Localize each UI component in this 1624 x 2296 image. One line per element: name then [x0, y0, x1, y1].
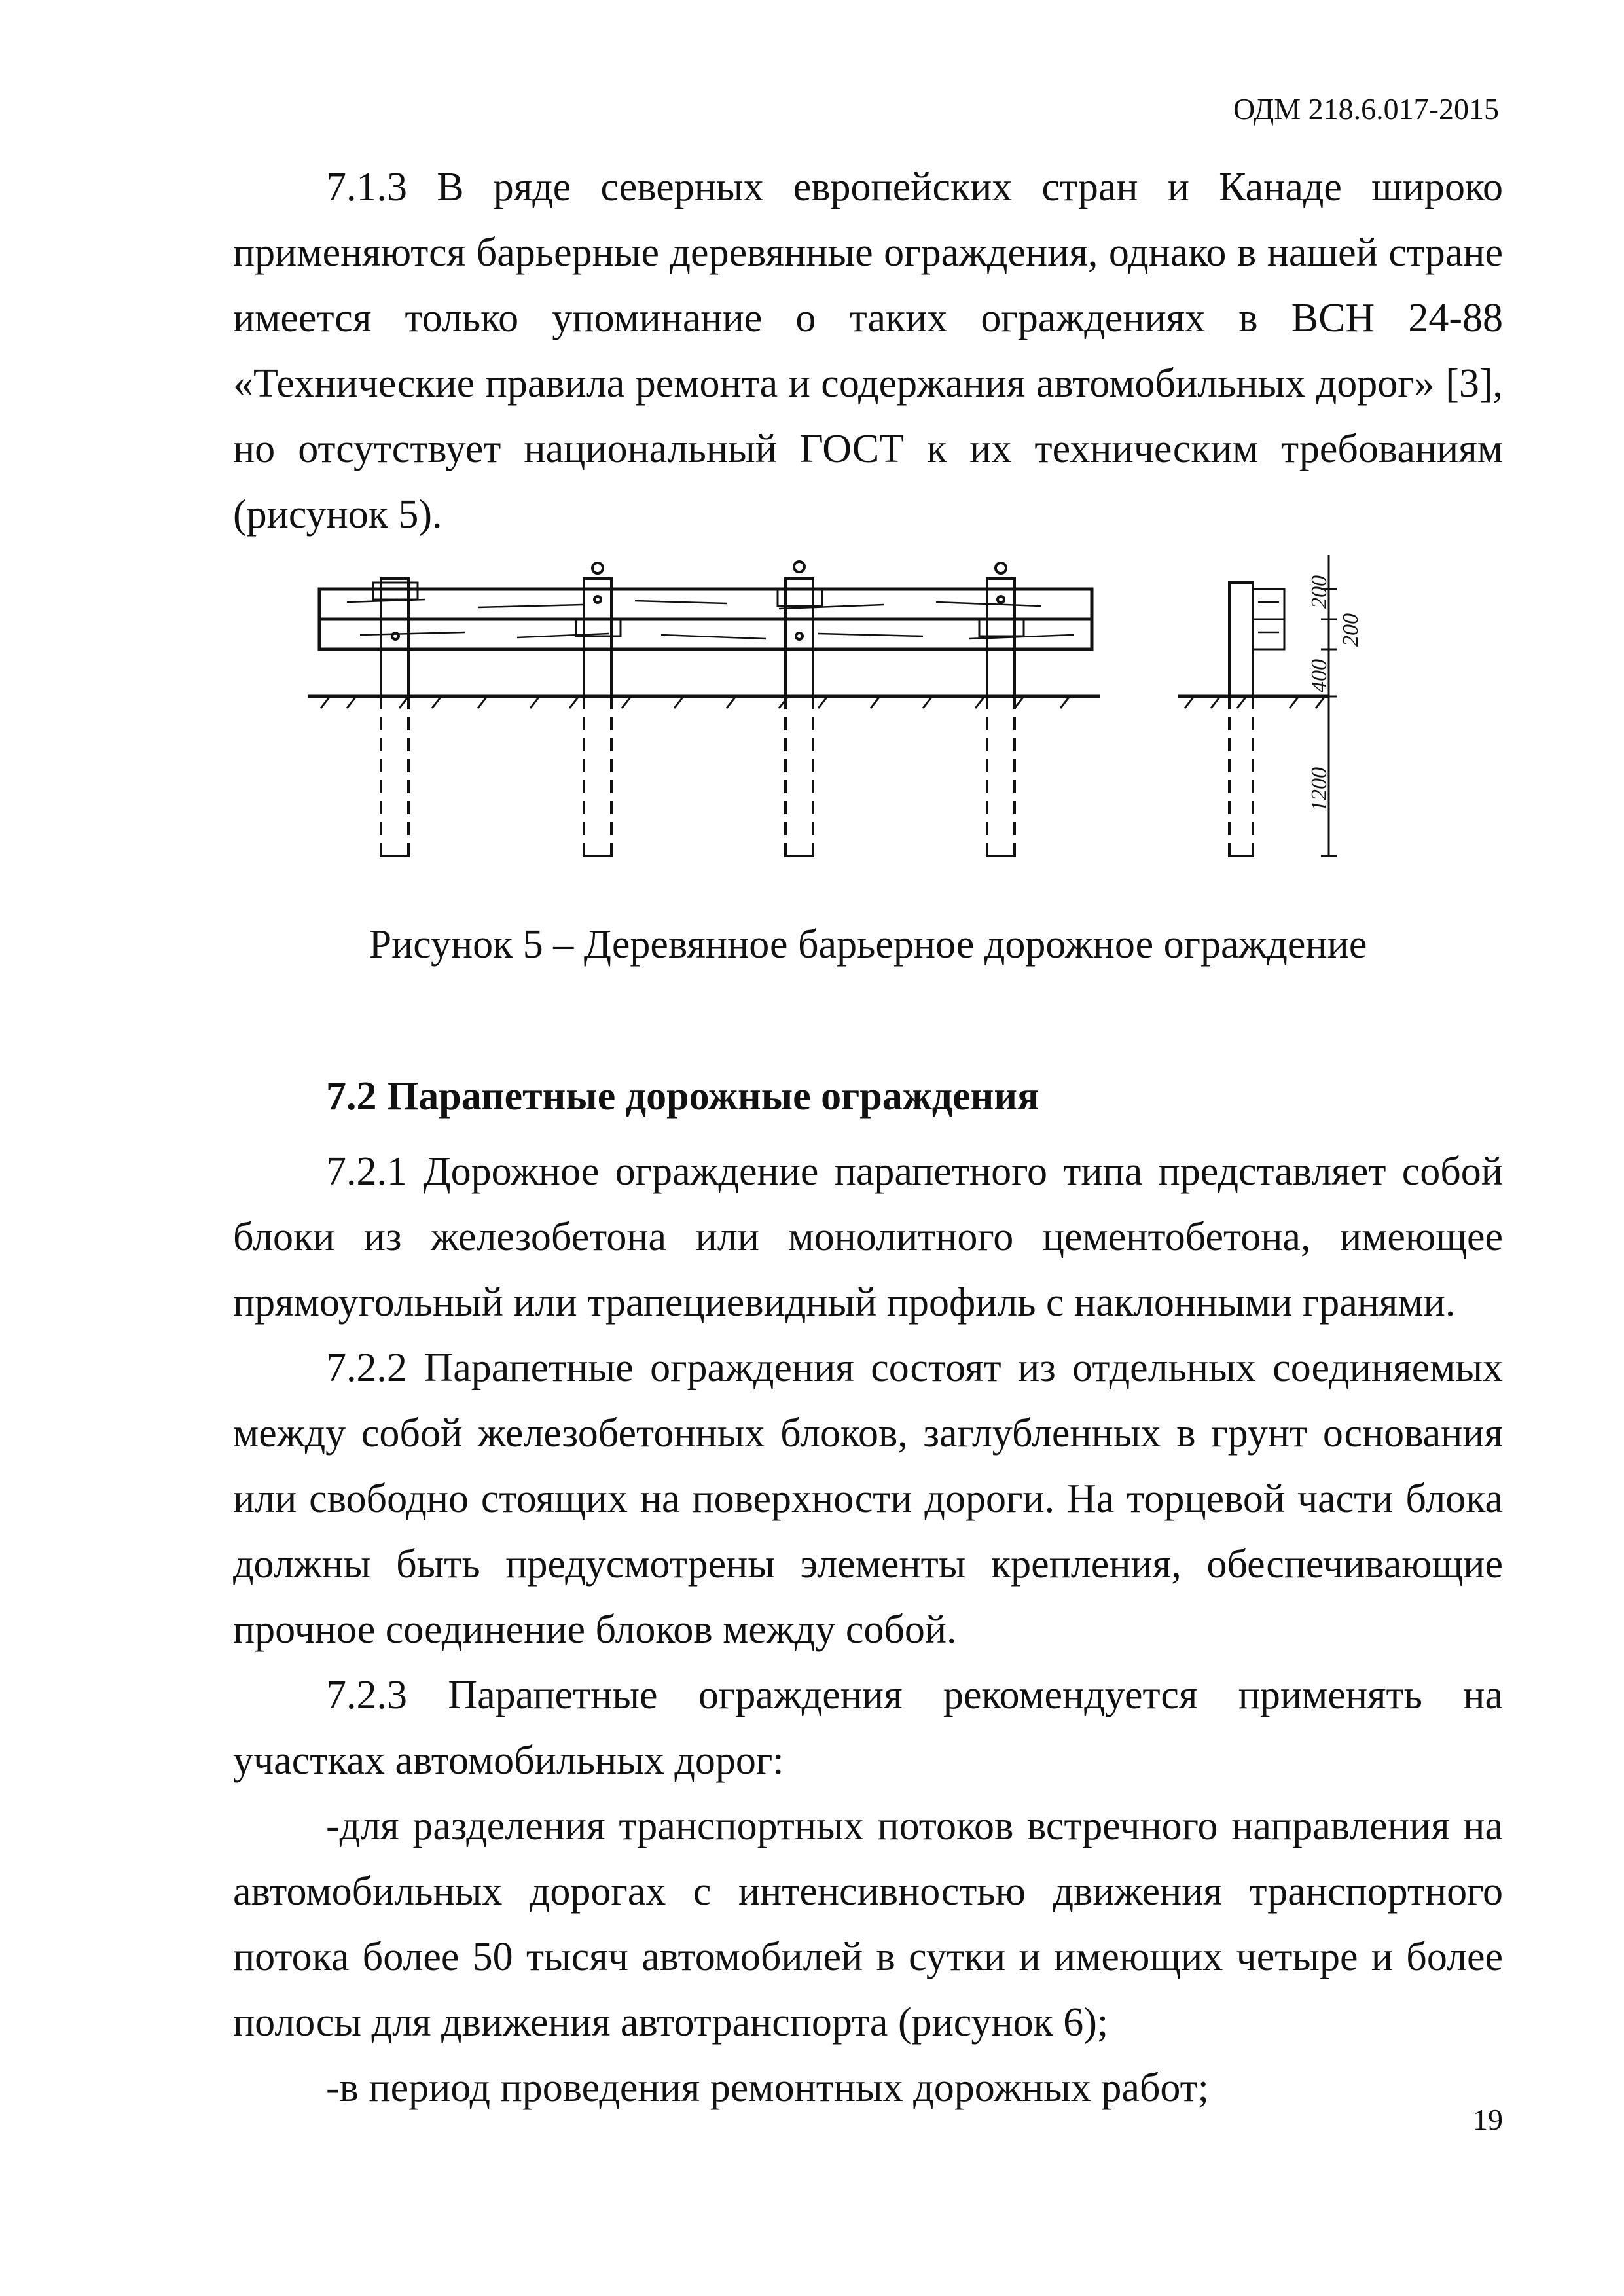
post-4: [979, 563, 1024, 856]
dim-above-ground: 400: [1307, 659, 1331, 692]
rail-drawing: [308, 589, 1100, 708]
dim-top-rail: 200: [1307, 575, 1331, 609]
paragraph-7-1-3: 7.1.3 В ряде северных европейских стран и Канаде широко применяются барьерные деревянные ограждения, однако в нашей стране имеется только упоминание о таких ограждениях в ВСН 24-88 «Технические правила ремонта и содержания автомобильных дорог» [3], но отсутствует национальный ГОСТ к их техническим требованиям (рисунок 5).: [233, 165, 1503, 537]
section-heading-7-2: 7.2 Парапетные дорожные ограждения: [326, 1074, 1039, 1119]
paragraph-7-2-2: 7.2.2 Парапетные ограждения состоят из отдельных соединяемых между собой железобетонных блоков, заглубленных в грунт основания или свободно стоящих на поверхности дороги. На торцевой части блока должны быть предусмотрены элементы крепления, обеспечивающие прочное соединение блоков между собой.: [233, 1346, 1503, 1652]
figure-5-wooden-barrier: [308, 537, 1434, 880]
post-2: [576, 563, 621, 856]
figure-caption: Рисунок 5 – Деревянное барьерное дорожное ограждение: [369, 922, 1367, 967]
dim-bottom-rail: 200: [1339, 613, 1363, 647]
list-item-traffic-separation: -для разделения транспортных потоков встречного направления на автомобильных дорогах с интенсивностью движения транспортного потока более 50 тысяч автомобилей в сутки и имеющих четыре и более полосы для движения автотранспорта (рисунок 6);: [233, 1804, 1503, 2045]
list-item-repair-works: -в период проведения ремонтных дорожных работ;: [326, 2066, 1209, 2110]
dimension-labels: [1307, 575, 1363, 812]
page-number: 19: [1473, 2103, 1503, 2136]
paragraph-7-2-1: 7.2.1 Дорожное ограждение парапетного типа представляет собой блоки из железобетона или монолитного цементобетона, имеющее прямоугольный или трапециевидный профиль с наклонными гранями.: [233, 1149, 1503, 1325]
paragraph-7-2-3: 7.2.3 Парапетные ограждения рекомендуется применять на участках автомобильных дорог:: [233, 1673, 1503, 1783]
post-3: [778, 562, 822, 856]
document-code-header: ОДМ 218.6.017-2015: [1233, 92, 1499, 126]
dim-below-ground: 1200: [1307, 767, 1331, 812]
